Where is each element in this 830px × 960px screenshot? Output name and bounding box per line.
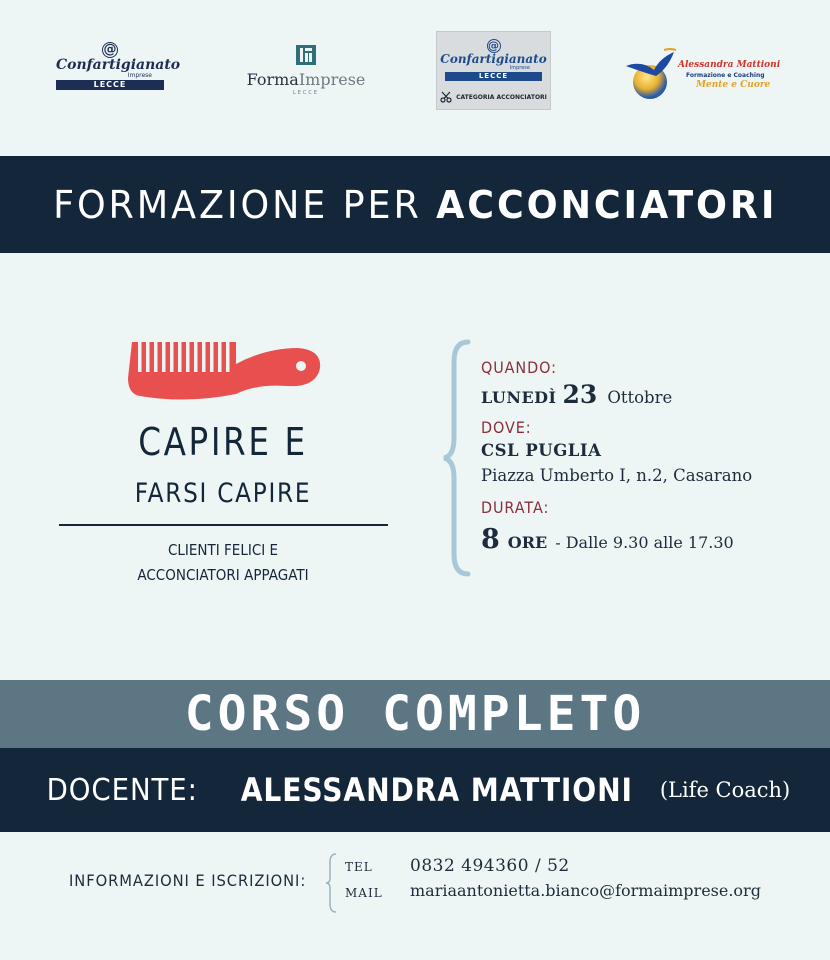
duration-time-range: - Dalle 9.30 alle 17.30 <box>555 533 734 552</box>
teacher-label: DOCENTE: <box>46 772 198 808</box>
categoria-logo-name: Confartigianato <box>440 52 547 66</box>
event-date-number: 23 <box>562 380 598 409</box>
page-title <box>53 183 777 227</box>
mattioni-logo <box>624 46 781 104</box>
tel-label: TEL <box>345 860 373 874</box>
divider <box>59 524 388 526</box>
formaimprese-logo <box>245 44 367 96</box>
categoria-acconciatori-logo <box>436 31 551 110</box>
formaimprese-logo-name: FormaImprese <box>246 70 366 89</box>
categoria-logo-footer-text: CATEGORIA ACCONCIATORI <box>456 93 547 101</box>
full-course-band <box>0 680 830 748</box>
comb-icon <box>126 338 322 404</box>
email-address[interactable]: mariaantonietta.bianco@formaimprese.org <box>410 881 761 900</box>
curly-brace-icon <box>440 338 472 578</box>
phone-number[interactable]: 0832 494360 / 52 <box>410 856 570 876</box>
full-course-label: CORSO COMPLETO <box>184 686 646 742</box>
subtitle-line2: ACCONCIATORI APPAGATI <box>137 566 309 584</box>
globe-bird-icon <box>624 46 680 104</box>
subtitle-line1: CLIENTI FELICI E <box>167 541 279 559</box>
duration-label: DURATA: <box>481 498 550 517</box>
teacher-band <box>0 748 830 832</box>
venue-address: Piazza Umberto I, n.2, Casarano <box>481 466 753 485</box>
mattioni-logo-tagline: Formazione e Coaching <box>686 72 765 79</box>
title-light: FORMAZIONE PER <box>52 182 422 227</box>
venue-name: CSL PUGLIA <box>481 441 602 460</box>
headline-line1: CAPIRE E <box>138 420 308 464</box>
duration <box>481 524 734 555</box>
title-bold: ACCONCIATORI <box>435 182 778 227</box>
at-icon: @ <box>103 42 117 57</box>
confartigianato-logo-name: Confartigianato <box>56 57 181 73</box>
headline-line2: FARSI CAPIRE <box>134 478 312 509</box>
small-brace-icon <box>324 852 338 914</box>
formaimprese-mark-icon <box>295 44 317 66</box>
categoria-logo-footer <box>437 91 550 103</box>
categoria-logo-city: LECCE <box>445 72 542 81</box>
mail-label: MAIL <box>345 886 383 900</box>
confartigianato-logo-sub: Imprese <box>127 72 152 79</box>
categoria-logo-sub: Imprese <box>509 65 530 71</box>
mattioni-logo-motto: Mente e Cuore <box>696 80 771 90</box>
teacher-name: ALESSANDRA MATTIONI <box>240 771 634 809</box>
event-day: LUNEDÌ <box>481 388 557 407</box>
event-date <box>481 380 672 409</box>
teacher-role: (Life Coach) <box>659 778 791 802</box>
when-label: QUANDO: <box>481 358 557 377</box>
title-band <box>0 156 830 253</box>
event-month: Ottobre <box>607 388 673 407</box>
mattioni-logo-name: Alessandra Mattioni <box>678 60 781 70</box>
at-icon: @ <box>488 39 499 52</box>
where-label: DOVE: <box>481 418 532 437</box>
confartigianato-logo-city: LECCE <box>56 80 164 90</box>
duration-hours: 8 <box>481 524 500 555</box>
formaimprese-logo-sub: LECCE <box>292 90 320 96</box>
confartigianato-logo <box>56 42 181 92</box>
duration-unit: ORE <box>507 533 548 552</box>
info-registration-label: INFORMAZIONI E ISCRIZIONI: <box>69 871 307 890</box>
scissors-icon <box>440 91 452 103</box>
